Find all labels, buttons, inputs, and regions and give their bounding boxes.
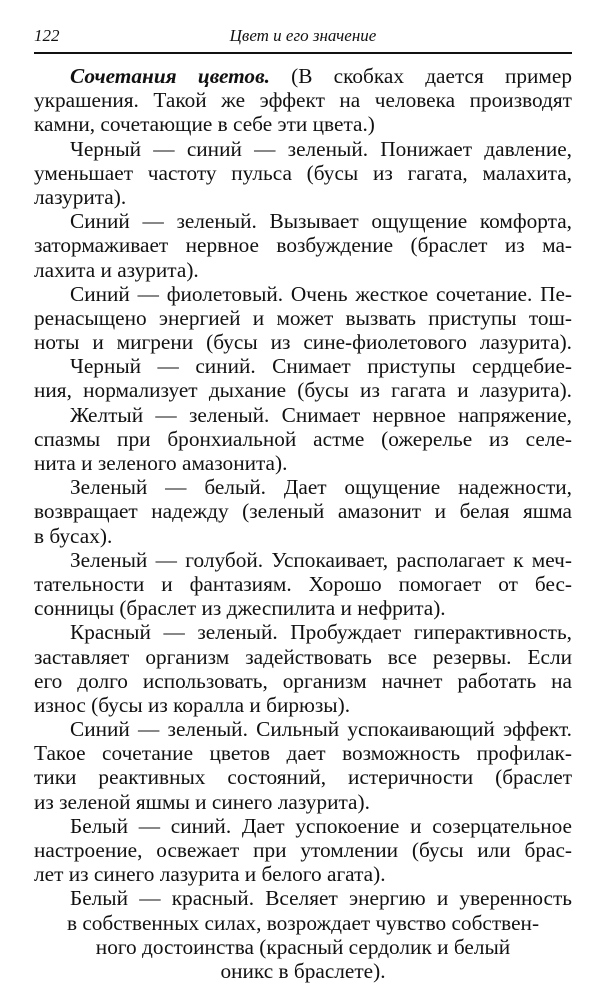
text-line: лет из синего лазурита и белого агата). — [34, 862, 386, 887]
text-line: Синий — фиолетовый. Очень жесткое сочетание. Пе- — [70, 281, 572, 306]
text-line: заставляет организм задействовать все резервы. Если — [34, 644, 572, 669]
combination-paragraph — [34, 209, 572, 282]
combination-paragraph — [34, 403, 572, 476]
text-line: ноты и мигрени (бусы из сине-фиолетового лазурита). — [34, 330, 572, 355]
text-line: ния, нормализует дыхание (бусы из гагата и лазурита). — [34, 378, 572, 403]
body-text — [34, 64, 572, 983]
text-line: Белый — красный. Вселяет энергию и уверенность — [70, 886, 572, 911]
text-line — [34, 64, 572, 88]
text-line: камни, сочетающие в себе эти цвета.) — [34, 112, 375, 137]
text-line: Такое сочетание цветов дает возможность профилак- — [34, 741, 572, 766]
text-line: Красный — зеленый. Пробуждает гиперактивность, — [70, 620, 572, 645]
combination-paragraph — [34, 548, 572, 621]
text-line: лахита и азурита). — [34, 257, 199, 282]
text-line: Белый — синий. Дает успокоение и созерцательное — [70, 813, 572, 838]
text-line: лазурита). — [34, 184, 127, 209]
text-line: Зеленый — белый. Дает ощущение надежности, — [70, 475, 572, 500]
text-line: украшения. Такой же эффект на человека производят — [34, 88, 572, 113]
combination-paragraph — [34, 475, 572, 548]
text-line: Зеленый — голубой. Успокаивает, располагает к меч- — [70, 547, 572, 572]
combination-paragraph — [34, 717, 572, 814]
text-line: Синий — зеленый. Сильный успокаивающий эффект. — [70, 717, 572, 742]
text-line: Черный — синий. Снимает приступы сердцебие- — [70, 354, 572, 379]
combination-paragraph-final — [34, 886, 572, 983]
text-line: Желтый — зеленый. Снимает нервное напряжение, — [70, 402, 572, 427]
book-page — [34, 22, 572, 983]
text-line: ного достоинства (красный сердолик и белый — [95, 934, 511, 959]
text-line: оникс в браслете). — [220, 958, 386, 983]
text-line: в бусах). — [34, 523, 113, 548]
text-line: его долго использовать, организм начнет работать на — [34, 668, 572, 693]
page-number: 122 — [34, 26, 60, 45]
text-line: тики реактивных состояний, истеричности (браслет — [34, 765, 572, 790]
text-line: Черный — синий — зеленый. Понижает давление, — [70, 136, 572, 161]
text-line: износ (бусы из коралла и бирюзы). — [34, 692, 351, 717]
text-line: возвращает надежду (зеленый амазонит и белая яшма — [34, 499, 572, 524]
section-heading: Сочетания цветов. — [70, 64, 270, 88]
text-line: Синий — зеленый. Вызывает ощущение комфорта, — [70, 209, 572, 234]
text-line: затормаживает нервное возбуждение (браслет из ма- — [34, 233, 572, 258]
text-line: уменьшает частоту пульса (бусы из гагата, малахита, — [34, 160, 572, 185]
header-rule — [34, 52, 572, 54]
running-title: Цвет и его значение — [229, 26, 377, 45]
combination-paragraph — [34, 354, 572, 402]
text-line: тательности и фантазиям. Хорошо помогает от бес- — [34, 571, 572, 596]
text-line: спазмы при бронхиальной астме (ожерелье из селе- — [34, 426, 572, 451]
running-head — [34, 22, 572, 50]
intro-text: (В скобках дается пример — [269, 64, 572, 88]
combination-paragraph — [34, 814, 572, 887]
combination-paragraph — [34, 282, 572, 355]
text-line: нита и зеленого амазонита). — [34, 451, 288, 475]
text-line: из зеленой яшмы и синего лазурита). — [34, 789, 370, 814]
text-line: ренасыщено энергией и может вызвать приступы тош- — [34, 305, 572, 330]
intro-paragraph — [34, 64, 572, 137]
combination-paragraph — [34, 620, 572, 717]
text-line: настроение, освежает при утомлении (бусы или брас- — [34, 838, 572, 862]
combination-paragraph — [34, 137, 572, 210]
text-line: в собственных силах, возрождает чувство собствен- — [66, 910, 540, 935]
text-line: сонницы (браслет из джеспилита и нефрита). — [34, 596, 446, 621]
